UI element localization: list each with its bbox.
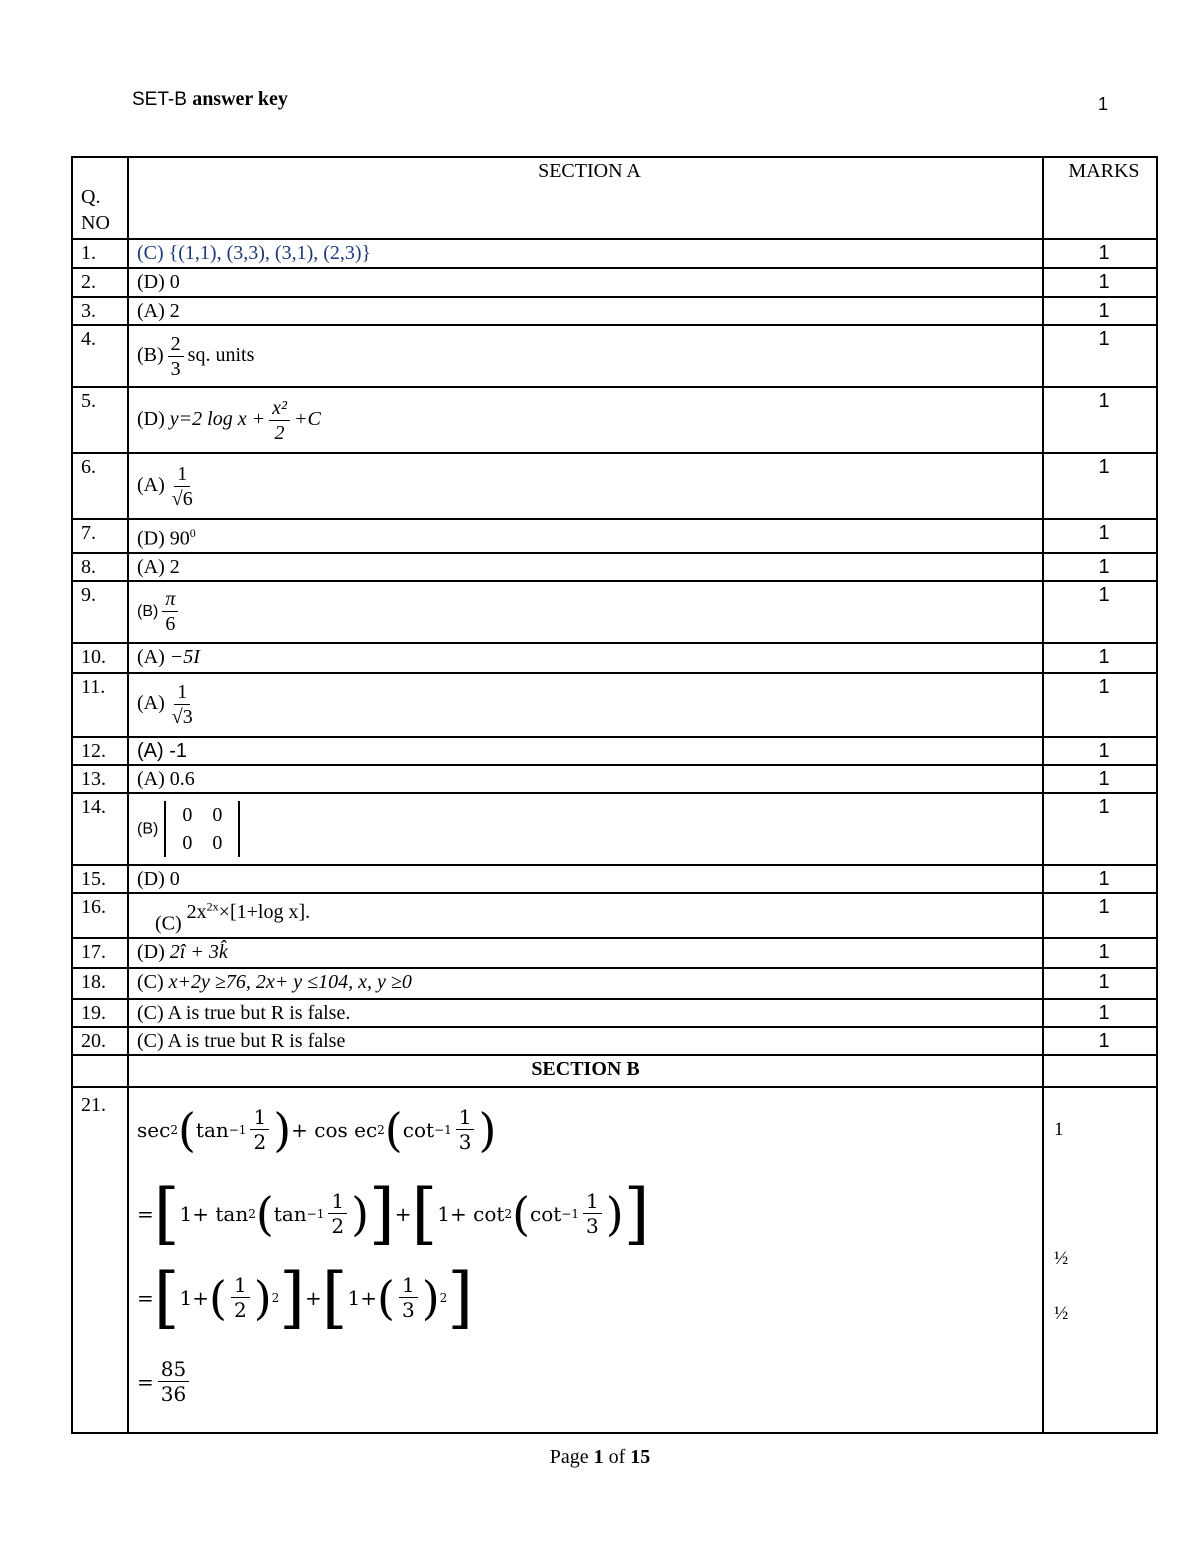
answer-text: 0.6 <box>169 767 195 790</box>
fraction: $\frac{2}{3}$ <box>168 332 184 381</box>
answer-text: 0 <box>169 867 180 890</box>
answer-option: (D) <box>137 940 165 963</box>
fraction: $\frac{\text{x²}}{2}$ <box>269 396 290 445</box>
answer-text: A is true but R is false. <box>167 1001 351 1024</box>
answer-option: (D) <box>137 407 165 430</box>
answer-option: (A) <box>137 300 165 322</box>
table-row <box>72 553 1157 581</box>
document-title <box>132 88 288 111</box>
answer-cell <box>128 387 1043 453</box>
marks-value: ½ <box>1054 1247 1069 1269</box>
question-number: 7. <box>72 519 128 553</box>
answer-option: (A) <box>137 473 165 496</box>
solution-line-4: = $\frac{85}{36}$ <box>137 1340 1042 1424</box>
marks-value: 1 <box>1043 673 1157 737</box>
answer-text: sq. units <box>187 343 255 366</box>
answer-text: −5I <box>169 645 200 668</box>
answer-option: (C) <box>137 1001 164 1024</box>
table-row <box>72 893 1157 938</box>
marks-value: 1 <box>1043 793 1157 865</box>
total-pages: 15 <box>630 1446 651 1468</box>
answer-option: (A) <box>137 555 165 578</box>
answer-option: (C) <box>137 1029 164 1052</box>
table-row <box>72 297 1157 325</box>
answer-cell <box>128 1027 1043 1055</box>
zero-matrix: 0 0 0 0 <box>164 801 240 857</box>
question-number: 4. <box>72 325 128 387</box>
question-number: 9. <box>72 581 128 643</box>
solution-line-2: = [ 1+ tan 2 ( tan −1 $\frac{1}{2}$ ) ] + [ 1+ cot 2 ( cot −1 $\frac{1}{3}$ ) ] <box>137 1174 650 1252</box>
answer-option: (C) <box>155 912 182 935</box>
answer-option: (B) <box>137 343 164 366</box>
marks-value: 1 <box>1043 453 1157 519</box>
answer-text: A is true but R is false <box>167 1029 346 1052</box>
answer-option: (A) <box>137 645 165 668</box>
table-row <box>72 968 1157 999</box>
marks-value: 1 <box>1043 643 1157 673</box>
answer-text: x+2y ≥76, 2x+ y ≤104, x, y ≥0 <box>168 970 412 993</box>
page-footer: Page 1 of 15 <box>549 1446 651 1468</box>
answer-cell <box>128 865 1043 893</box>
question-number: 18. <box>72 968 128 999</box>
question-number: 21. <box>72 1087 128 1433</box>
answer-cell <box>128 765 1043 793</box>
answer-cell <box>128 673 1043 737</box>
table-row <box>72 673 1157 737</box>
table-row <box>72 387 1157 453</box>
answer-cell <box>128 519 1043 553</box>
table-row <box>72 325 1157 387</box>
marks-value: 1 <box>1054 1118 1064 1140</box>
answer-key-table <box>71 156 1158 1434</box>
marks-value: 1 <box>1043 297 1157 325</box>
question-number: 11. <box>72 673 128 737</box>
answer-cell <box>128 453 1043 519</box>
marks-value: 1 <box>1043 387 1157 453</box>
question-number: 16. <box>72 893 128 938</box>
marks-value: 1 <box>1043 325 1157 387</box>
table-row <box>72 519 1157 553</box>
answer-cell <box>128 793 1043 865</box>
solution-line-3: = [ 1+ ( $\frac{1}{2}$ ) 2 ] + [ 1+ ( $\frac{1}{3}$ ) 2 ] <box>137 1258 474 1336</box>
answer-cell <box>128 239 1043 268</box>
section-a-header: SECTION A <box>128 157 1043 239</box>
marks-value: 1 <box>1043 999 1157 1027</box>
q21-marks <box>1043 1087 1157 1433</box>
marks-value: 1 <box>1043 553 1157 581</box>
question-number: 13. <box>72 765 128 793</box>
answer-cell <box>128 297 1043 325</box>
marks-value: 1 <box>1043 519 1157 553</box>
table-row <box>72 453 1157 519</box>
question-number: 8. <box>72 553 128 581</box>
answer-cell <box>128 268 1043 297</box>
answer-cell <box>128 999 1043 1027</box>
marks-value: 1 <box>1043 268 1157 297</box>
table-row-q21 <box>72 1087 1157 1433</box>
table-row <box>72 268 1157 297</box>
table-row <box>72 239 1157 268</box>
marks-value: 1 <box>1043 968 1157 999</box>
marks-value: 1 <box>1043 737 1157 765</box>
answer-option: (B) <box>137 820 159 838</box>
equation-rhs: +C <box>293 407 321 430</box>
question-number: 20. <box>72 1027 128 1055</box>
answer-text: -1 <box>169 739 188 762</box>
answer-cell <box>128 581 1043 643</box>
table-header-row <box>72 157 1157 239</box>
current-page: 1 <box>593 1446 604 1468</box>
answer-option: (A) <box>137 767 165 790</box>
qno-header: Q. NO <box>72 157 128 239</box>
degree-superscript: 0 <box>189 526 196 540</box>
page-corner-number: 1 <box>1098 94 1109 114</box>
answer-cell <box>128 938 1043 968</box>
fraction: $\frac{1}{√3}$ <box>171 681 193 729</box>
answer-cell <box>128 968 1043 999</box>
answer-cell: (C) $2x^{2x}\times[1+\log$ x]. <box>128 893 1043 938</box>
question-number: 5. <box>72 387 128 453</box>
section-b-row <box>72 1055 1157 1087</box>
answer-option: (C) <box>137 970 164 993</box>
table-row <box>72 938 1157 968</box>
answer-option: (D) <box>137 527 165 550</box>
table-row <box>72 865 1157 893</box>
table-row <box>72 765 1157 793</box>
answer-cell <box>128 643 1043 673</box>
answer-text: 0 <box>169 271 180 293</box>
q21-solution <box>128 1087 1043 1433</box>
marks-value: 1 <box>1043 1027 1157 1055</box>
table-row <box>72 793 1157 865</box>
table-row <box>72 999 1157 1027</box>
answer-text: 2 <box>169 555 180 578</box>
table-row <box>72 1027 1157 1055</box>
marks-value: 1 <box>1043 765 1157 793</box>
answer-option: (C) <box>137 242 164 264</box>
fraction: $\frac{1}{√6}$ <box>171 462 193 510</box>
question-number: 15. <box>72 865 128 893</box>
answer-text: 90 <box>169 527 190 550</box>
empty-cell <box>1043 1055 1157 1087</box>
question-number: 1. <box>72 239 128 268</box>
answer-option: (A) <box>137 692 165 715</box>
answer-text: {(1,1), (3,3), (3,1), (2,3)} <box>168 242 372 264</box>
equation-lhs: y=2 log x + <box>169 407 266 430</box>
set-label: SET-B <box>132 89 187 110</box>
question-number: 10. <box>72 643 128 673</box>
solution-line-1: sec 2 ( tan −1 $\frac{1}{2}$ ) + cos ec 2 ( cot −1 $\frac{1}{3}$ ) <box>137 1102 497 1157</box>
answer-option: (B) <box>137 603 159 621</box>
answer-option: (D) <box>137 271 165 293</box>
table-row <box>72 737 1157 765</box>
question-number: 19. <box>72 999 128 1027</box>
fraction: $\frac{\pi}{6}$ <box>162 587 178 636</box>
question-number: 6. <box>72 453 128 519</box>
question-number: 2. <box>72 268 128 297</box>
marks-value: 1 <box>1043 865 1157 893</box>
answer-text: 2î + 3k̂ <box>169 940 228 963</box>
title-bold: answer key <box>192 88 288 110</box>
answer-text: 2x <box>186 900 207 923</box>
table-row <box>72 581 1157 643</box>
marks-header: MARKS <box>1043 157 1157 239</box>
empty-cell <box>72 1055 128 1087</box>
answer-text: 2 <box>169 300 180 322</box>
section-b-header: SECTION B <box>128 1055 1043 1087</box>
answer-option: (D) <box>137 867 165 890</box>
question-number: 14. <box>72 793 128 865</box>
table-row <box>72 643 1157 673</box>
question-number: 3. <box>72 297 128 325</box>
marks-value: 1 <box>1043 581 1157 643</box>
question-number: 12. <box>72 737 128 765</box>
answer-cell <box>128 737 1043 765</box>
answer-cell <box>128 325 1043 387</box>
answer-option: (A) <box>137 739 164 762</box>
marks-value: 1 <box>1043 893 1157 938</box>
answer-cell <box>128 553 1043 581</box>
marks-value: 1 <box>1043 938 1157 968</box>
question-number: 17. <box>72 938 128 968</box>
marks-value: ½ <box>1054 1302 1069 1324</box>
marks-value: 1 <box>1043 239 1157 268</box>
